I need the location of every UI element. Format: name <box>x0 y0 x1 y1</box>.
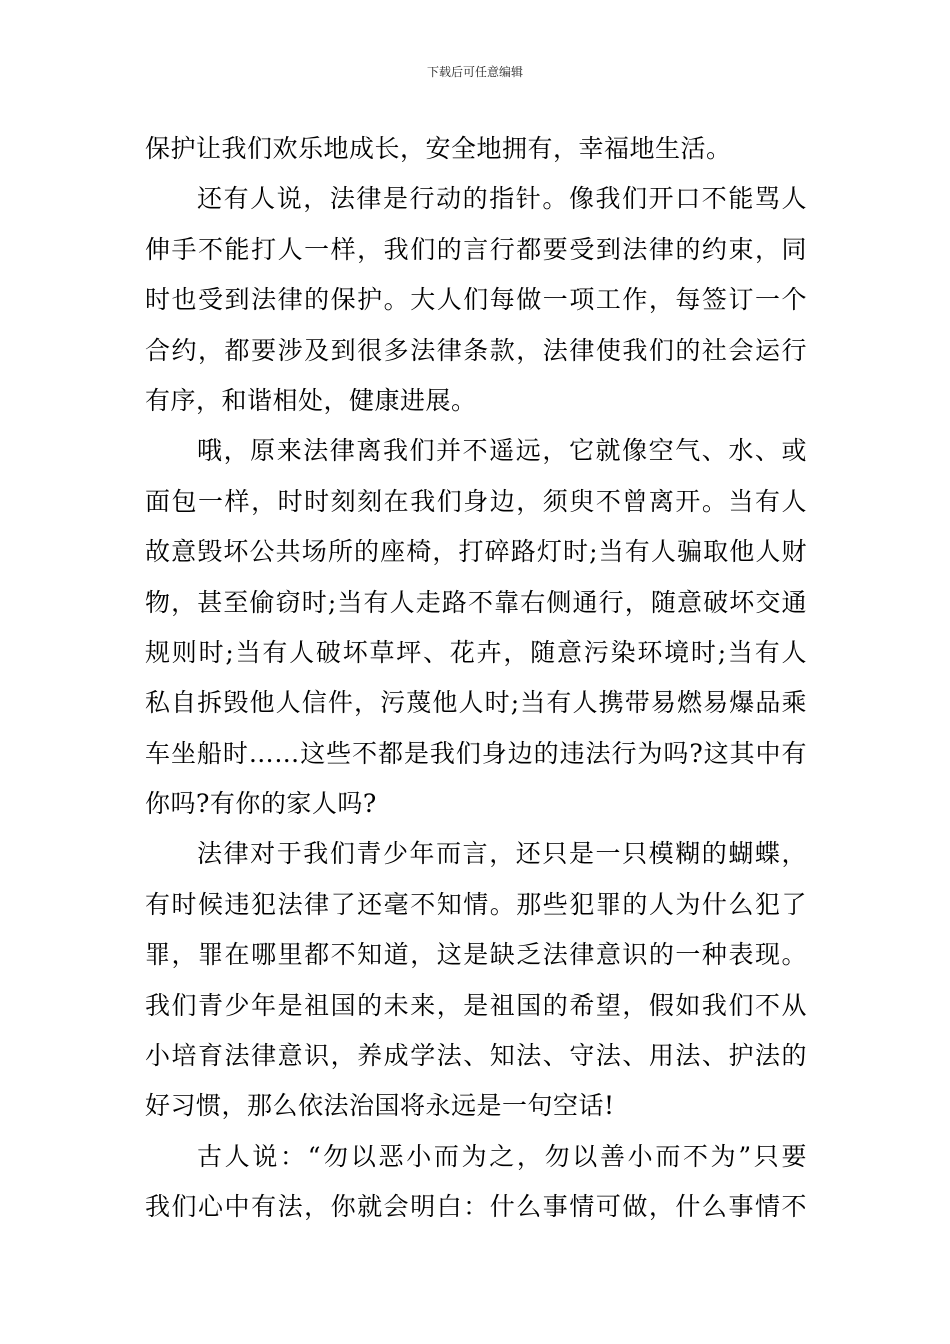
text-line: 小培育法律意识，养成学法、知法、守法、用法、护法的 <box>145 1041 807 1071</box>
paragraph-first-line: 法律对于我们青少年而言，还只是一只模糊的蝴蝶， <box>197 839 807 869</box>
text-line: 有序，和谐相处，健康进展。 <box>145 385 477 415</box>
paragraph-first-line: 哦，原来法律离我们并不遥远，它就像空气、水、或 <box>197 436 807 466</box>
text-line: 时也受到法律的保护。大人们每做一项工作，每签订一个 <box>145 285 807 315</box>
paragraph-first-line: 古人说：“勿以恶小而为之，勿以善小而不为”只要 <box>197 1141 807 1171</box>
document-body <box>145 124 807 1233</box>
text-line: 私自拆毁他人信件，污蔑他人时;当有人携带易燃易爆品乘 <box>145 688 807 718</box>
text-line: 合约，都要涉及到很多法律条款，法律使我们的社会运行 <box>145 335 807 365</box>
text-line: 有时候违犯法律了还毫不知情。那些犯罪的人为什么犯了 <box>145 889 807 919</box>
text-line: 面包一样，时时刻刻在我们身边，须臾不曾离开。当有人 <box>145 486 807 516</box>
text-line: 你吗?有你的家人吗? <box>145 789 377 819</box>
paragraph-first-line: 还有人说，法律是行动的指针。像我们开口不能骂人 <box>197 184 807 214</box>
text-line: 伸手不能打人一样，我们的言行都要受到法律的约束，同 <box>145 234 807 264</box>
page-header: 下载后可任意编辑 <box>426 65 523 79</box>
text-line: 规则时;当有人破坏草坪、花卉，随意污染环境时;当有人 <box>145 637 807 667</box>
text-line: 故意毁坏公共场所的座椅，打碎路灯时;当有人骗取他人财 <box>145 537 807 567</box>
text-line: 我们青少年是祖国的未来，是祖国的希望，假如我们不从 <box>145 990 807 1020</box>
text-line: 物，甚至偷窃时;当有人走路不靠右侧通行，随意破坏交通 <box>145 587 807 617</box>
text-line: 保护让我们欢乐地成长，安全地拥有，幸福地生活。 <box>145 134 732 163</box>
text-line: 罪，罪在哪里都不知道，这是缺乏法律意识的一种表现。 <box>145 940 807 970</box>
text-line: 车坐船时……这些不都是我们身边的违法行为吗?这其中有 <box>145 738 807 768</box>
text-line: 我们心中有法，你就会明白：什么事情可做，什么事情不 <box>145 1192 807 1222</box>
text-line: 好习惯，那么依法治国将永远是一句空话! <box>145 1091 615 1121</box>
